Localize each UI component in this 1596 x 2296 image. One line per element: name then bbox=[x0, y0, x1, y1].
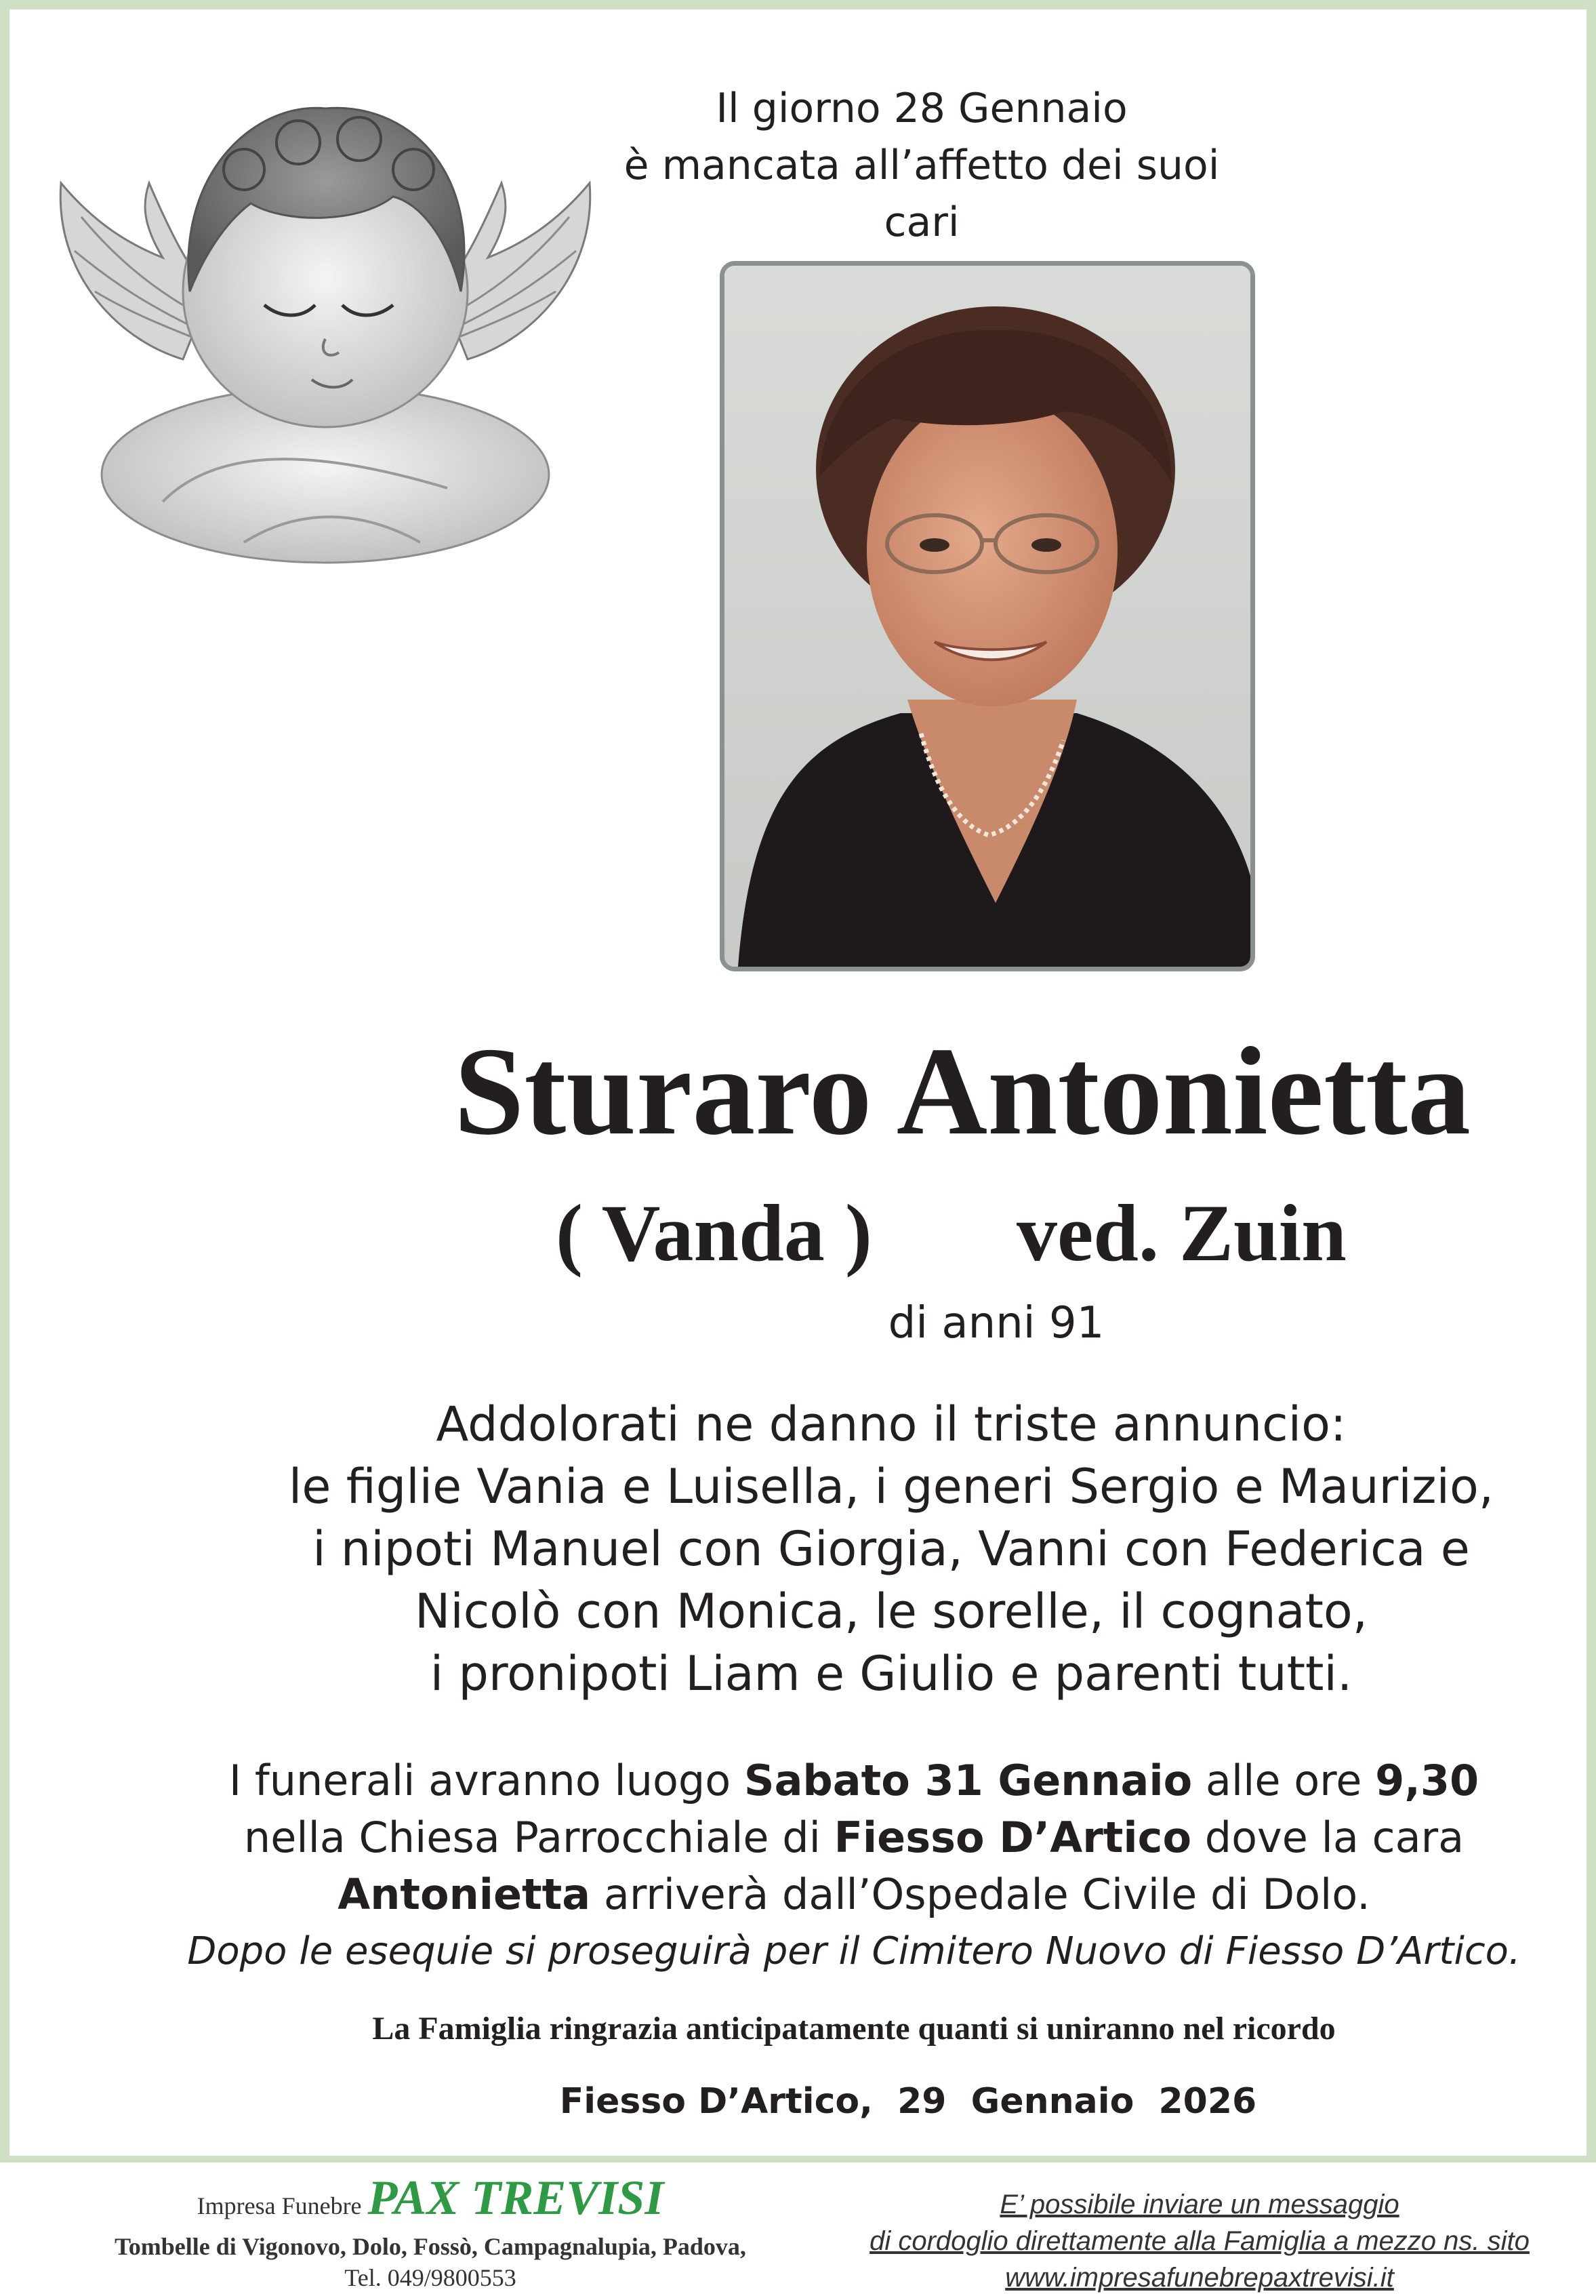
deceased-first-name: Antonietta bbox=[337, 1870, 591, 1919]
place-date: Fiesso D’Artico, 29 Gennaio 2026 bbox=[559, 2081, 1257, 2122]
family-thanks: La Famiglia ringrazia anticipatamente quanti si uniranno nel ricordo bbox=[372, 2011, 1336, 2047]
portrait-photo bbox=[720, 261, 1255, 971]
funeral-home-phone: Tel. 049/9800553 bbox=[344, 2264, 516, 2291]
deceased-name: Sturaro Antonietta bbox=[453, 1022, 1471, 1161]
funeral-time: 9,30 bbox=[1375, 1756, 1479, 1805]
funeral-text: I funerali avranno luogo bbox=[228, 1756, 744, 1805]
funeral-home-prefix: Impresa Funebre bbox=[197, 2192, 362, 2219]
angel-illustration bbox=[41, 68, 610, 583]
name-details bbox=[556, 1186, 1437, 1281]
announce-line-2: le figlie Vania e Luisella, i generi Sergio e Maurizio, bbox=[288, 1459, 1494, 1514]
condolence-info[interactable] bbox=[840, 2186, 1559, 2296]
announce-line-5: i pronipoti Liam e Giulio e parenti tutti. bbox=[430, 1646, 1353, 1701]
announce-line-3: i nipoti Manuel con Giorgia, Vanni con Federica e bbox=[312, 1521, 1470, 1577]
funeral-place: Fiesso D’Artico bbox=[834, 1813, 1192, 1862]
funeral-home-title bbox=[27, 2173, 834, 2231]
funeral-details bbox=[122, 1752, 1586, 1980]
age: di anni 91 bbox=[888, 1298, 1105, 1348]
funeral-home-info bbox=[27, 2173, 834, 2293]
intro-line-2: è mancata all’affetto dei suoi cari bbox=[623, 142, 1220, 246]
funeral-line-1 bbox=[122, 1752, 1586, 1809]
funeral-text: alle ore bbox=[1192, 1756, 1376, 1805]
funeral-text: dove la cara bbox=[1191, 1813, 1465, 1862]
funeral-home-brand: PAX TREVISI bbox=[367, 2171, 664, 2225]
funeral-date: Sabato 31 Gennaio bbox=[743, 1756, 1193, 1805]
announce-line-4: Nicolò con Monica, le sorelle, il cognato, bbox=[414, 1584, 1368, 1639]
nickname: ( Vanda ) bbox=[556, 1188, 872, 1278]
funeral-line-4: Dopo le esequie si proseguirà per il Cimitero Nuovo di Fiesso D’Artico. bbox=[187, 1929, 1521, 1973]
funeral-line-3 bbox=[122, 1866, 1586, 1923]
website-link[interactable]: www.impresafunebrepaxtrevisi.it bbox=[1005, 2263, 1394, 2293]
intro-text bbox=[583, 80, 1261, 251]
funeral-text: arriverà dall’Ospedale Civile di Dolo. bbox=[590, 1870, 1370, 1919]
intro-line-1: Il giorno 28 Gennaio bbox=[716, 85, 1128, 132]
condolence-line-2: di cordoglio direttamente alla Famiglia a mezzo ns. sito bbox=[869, 2226, 1530, 2256]
widow-of: ved. Zuin bbox=[1017, 1188, 1347, 1278]
announce-line-1: Addolorati ne danno il triste annuncio: bbox=[436, 1396, 1347, 1452]
funeral-line-2 bbox=[122, 1809, 1586, 1866]
family-announcement bbox=[230, 1393, 1552, 1705]
condolence-line-1: E’ possibile inviare un messaggio bbox=[1000, 2190, 1399, 2219]
funeral-text: nella Chiesa Parrocchiale di bbox=[243, 1813, 834, 1862]
portrait-image bbox=[724, 266, 1250, 967]
funeral-home-locations: Tombelle di Vigonovo, Dolo, Fossò, Campagnalupia, Padova, bbox=[115, 2233, 746, 2260]
